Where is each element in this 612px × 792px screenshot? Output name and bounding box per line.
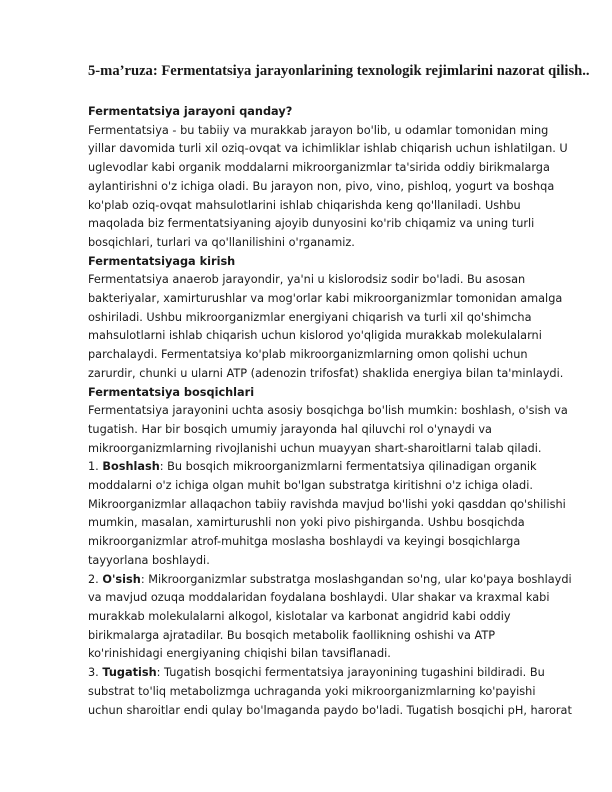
paragraph-line: Mikroorganizmlar allaqachon tabiiy ravishda mavjud bo'lishi yoki qasddan qo'shilishi	[88, 497, 566, 511]
lecture-title: 5-ma’ruza: Fermentatsiya jarayonlarining texnologik rejimlarini nazorat qilish..	[88, 63, 590, 79]
paragraph-line: tugatish. Har bir bosqich umumiy jarayonda hal qiluvchi rol o'ynaydi va	[88, 422, 492, 436]
paragraph-line: bakteriyalar, xamirturushlar va mog'orlar kabi mikroorganizmlar tomonidan amalga	[88, 292, 563, 306]
paragraph-line: ko'plab oziq-ovqat mahsulotlarini ishlab chiqarishda keng qo'llaniladi. Ushbu	[88, 198, 521, 212]
paragraph-line: moddalarni o'z ichiga olgan muhit bo'lgan substratga kiritishni o'z ichiga oladi.	[88, 479, 533, 493]
list-number: 3.	[88, 666, 99, 680]
paragraph-line: mumkin, masalan, xamirturushli non yoki pivo pishirganda. Ushbu bosqichda	[88, 516, 525, 530]
list-text: : Bu bosqich mikroorganizmlarni fermentatsiya qilinadigan organik	[159, 460, 537, 474]
paragraph-line: mikroorganizmlarning rivojlanishi uchun muayyan shart-sharoitlarni talab qiladi.	[88, 441, 542, 455]
paragraph-line: birikmalarga ajratadilar. Bu bosqich metabolik faollikning oshishi va ATP	[88, 628, 496, 642]
list-term: Tugatish	[102, 666, 157, 680]
paragraph-line: Fermentatsiya anaerob jarayondir, ya'ni u kislorodsiz sodir bo'ladi. Bu asosan	[88, 273, 526, 287]
paragraph-line: aylantirishni o'z ichiga oladi. Bu jarayon non, pivo, vino, pishloq, yogurt va boshqa	[88, 179, 555, 193]
paragraph-line: mikroorganizmlar atrof-muhitga moslasha boshlaydi va keyingi bosqichlarga	[88, 535, 521, 549]
list-text: : Mikroorganizmlar substratga moslashgandan so'ng, ular ko'paya boshlaydi	[140, 572, 572, 586]
list-number: 2.	[88, 572, 99, 586]
paragraph-line: ko'rinishidagi energiyaning chiqishi bilan tavsiflanadi.	[88, 647, 391, 661]
list-item-line	[88, 571, 572, 590]
list-item-line	[88, 458, 554, 477]
paragraph-line: parchalaydi. Fermentatsiya ko'plab mikroorganizmlarning omon qolishi uchun	[88, 348, 528, 362]
list-text: : Tugatish bosqichi fermentatsiya jarayonining tugashini bildiradi. Bu	[156, 666, 545, 680]
paragraph-line: zarurdir, chunki u ularni ATP (adenozin trifosfat) shaklida energiya bilan ta'minlaydi.	[88, 366, 564, 380]
paragraph-line: murakkab molekulalarni alkogol, kislotalar va karbonat angidrid kabi oddiy	[88, 609, 511, 623]
paragraph-line: uchun sharoitlar endi qulay bo'lmaganda paydo bo'ladi. Tugatish bosqichi pH, harorat	[88, 703, 572, 717]
list-item-line	[88, 664, 554, 683]
paragraph-line: uglevodlar kabi organik moddalarni mikroorganizmlar ta'sirida oddiy birikmalarga	[88, 161, 550, 175]
paragraph-line: substrat to'liq metabolizmga uchraganda yoki mikroorganizmlarning ko'payishi	[88, 684, 536, 698]
paragraph-line: oshiriladi. Ushbu mikroorganizmlar energiyani chiqarish va turli xil qo'shimcha	[88, 310, 532, 324]
paragraph-line: yillar davomida turli xil oziq-ovqat va ichimliklar ishlab chiqarish uchun ishlatilgan. U	[88, 142, 568, 156]
paragraph-line: Fermentatsiya - bu tabiiy va murakkab jarayon bo'lib, u odamlar tomonidan ming	[88, 123, 549, 137]
list-term: Boshlash	[102, 460, 160, 474]
paragraph-line: mahsulotlarni ishlab chiqarish uchun kislorod yo'qligida murakkab molekulalarni	[88, 329, 542, 343]
section-heading: Fermentatsiyaga kirish	[88, 254, 236, 268]
section-heading: Fermentatsiya jarayoni qanday?	[88, 105, 293, 118]
list-number: 1.	[88, 460, 99, 474]
section-heading: Fermentatsiya bosqichlari	[88, 385, 255, 399]
paragraph-line: bosqichlari, turlari va qo'llanilishini o'rganamiz.	[88, 235, 355, 249]
document-body	[88, 103, 572, 720]
paragraph-line: tayyorlana boshlaydi.	[88, 553, 210, 567]
paragraph-line: va mavjud ozuqa moddalaridan foydalana boshlaydi. Ular shakar va kraxmal kabi	[88, 591, 550, 605]
paragraph-line: maqolada biz fermentatsiyaning ajoyib dunyosini ko'rib chiqamiz va uning turli	[88, 217, 535, 231]
list-term: O'sish	[102, 572, 141, 586]
paragraph-line: Fermentatsiya jarayonini uchta asosiy bosqichga bo'lish mumkin: boshlash, o'sish va	[88, 404, 568, 418]
